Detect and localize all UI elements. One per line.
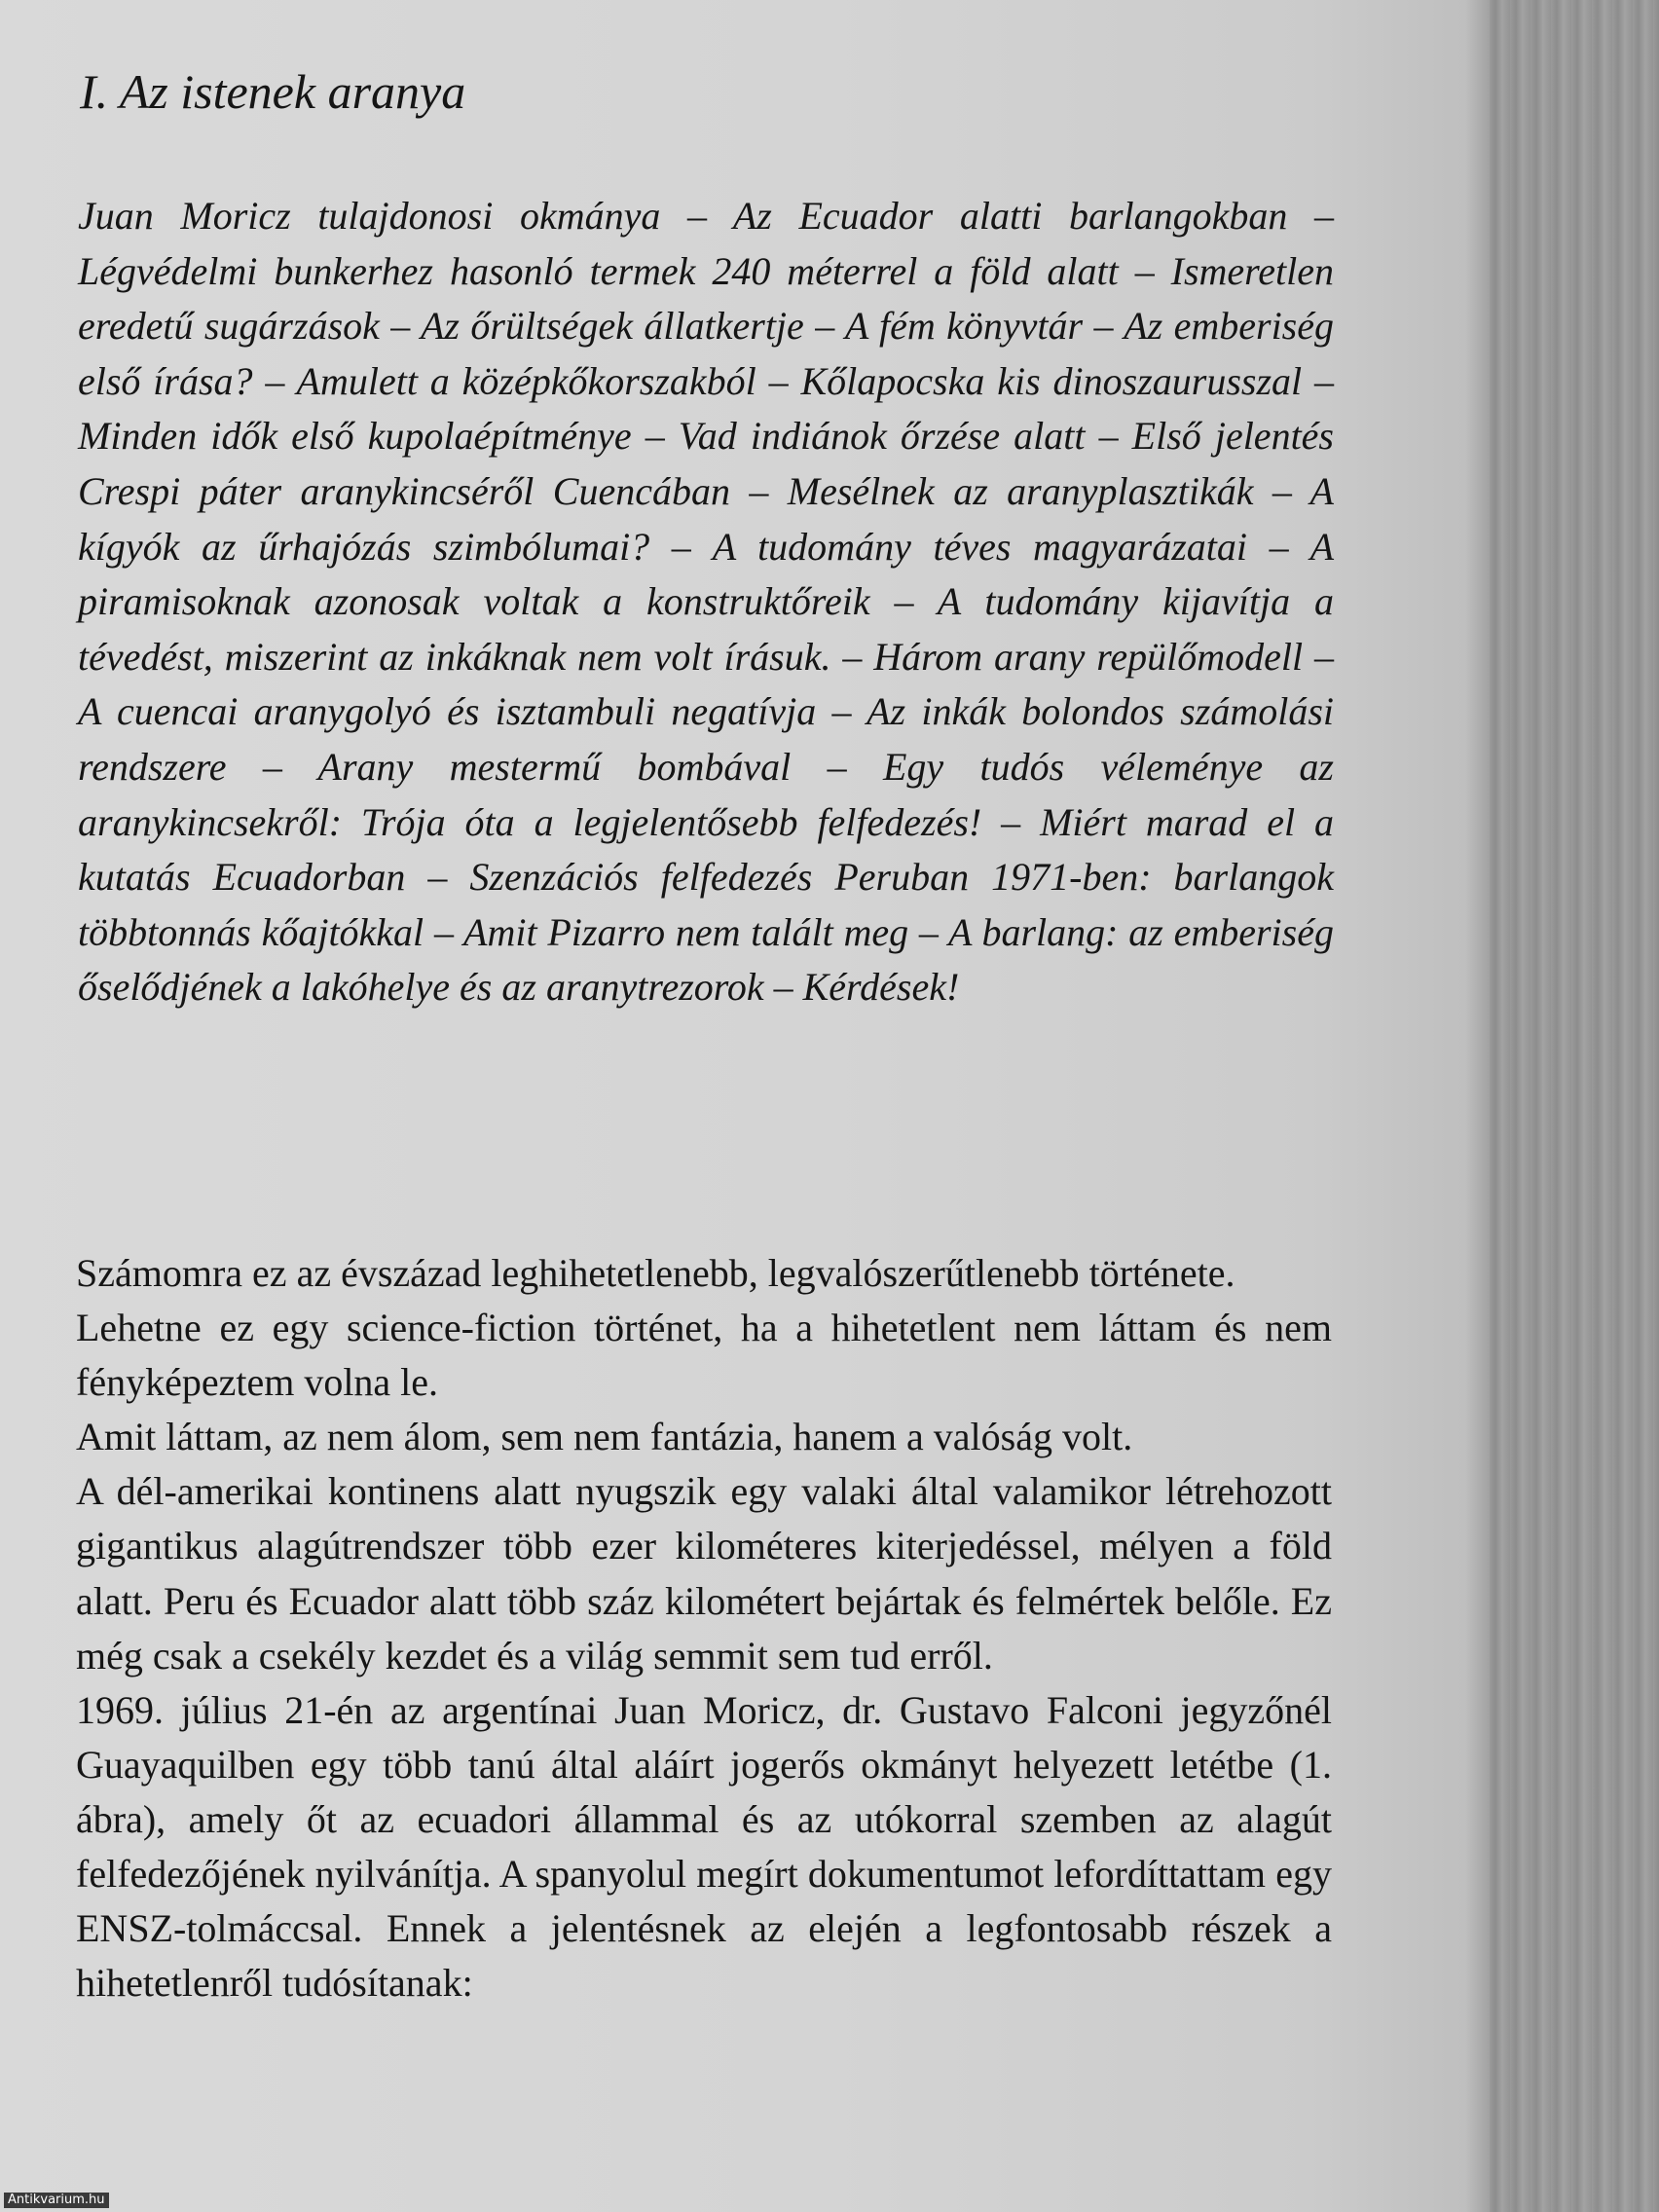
paragraph: Amit láttam, az nem álom, sem nem fantázia, hanem a valóság volt. <box>76 1415 1133 1459</box>
watermark: Antikvarium.hu <box>4 2193 109 2208</box>
paragraph: Lehetne ez egy science-fiction történet, ha a hihetetlent nem láttam és nem fényképeztem volna le. <box>76 1306 1332 1405</box>
chapter-summary: Juan Moricz tulajdonosi okmánya – Az Ecuador alatti barlangokban – Légvédelmi bunkerhez hasonló termek 240 méterrel a föld alatt – Ismeretlen eredetű sugárzások – Az őrültségek állatkertje – A fém könyvtár – Az emberiség első írása? – Amulett a középkőkorszakból – Kőlapocska kis dinoszaurusszal – Minden idők első kupolaépítménye – Vad indiánok őrzése alatt – Első jelentés Crespi páter aranykincséről Cuencában – Mesélnek az aranyplasztikák – A kígyók az űrhajózás szimbólumai? – A tudomány téves magyarázatai – A piramisoknak azonosak voltak a konstruktőreik – A tudomány kijavítja a tévedést, miszerint az inkáknak nem volt írásuk. – Három arany repülőmodell – A cuencai aranygolyó és isztambuli negatívja – Az inkák bolondos számolási rendszere – Arany mestermű bombával – Egy tudós véleménye az aranykincsekről: Trója óta a legjelentősebb felfedezés! – Miért marad el a kutatás Ecuadorban – Szenzációs felfedezés Peruban 1971-ben: barlangok többtonnás kőajtókkal – Amit Pizarro nem talált meg – A barlang: az emberiség őselődjének a lakóhelye és az aranytrezorok – Kérdések! <box>78 194 1334 1010</box>
chapter-title: I. Az istenek aranya <box>80 64 466 119</box>
adjacent-page-edge <box>1490 0 1659 2212</box>
body-text <box>76 1246 1332 2010</box>
paragraph: 1969. július 21-én az argentínai Juan Moricz, dr. Gustavo Falconi jegyzőnél Guayaquilben egy több tanú által aláírt jogerős okmányt helyezett letétbe (1. ábra), amely őt az ecuadori állammal és az utókorral szemben az alagút felfedezőjének nyilvánítja. A spanyolul megírt dokumentumot lefordíttattam egy ENSZ-tolmáccsal. Ennek a jelentésnek az elején a legfontosabb részek a hihetetlenről tudósítanak: <box>76 1687 1332 2006</box>
paragraph: Számomra ez az évszázad leghihetetlenebb, legvalószerűtlenebb története. <box>76 1251 1235 1295</box>
paragraph: A dél-amerikai kontinens alatt nyugszik egy valaki által valamikor létrehozott gigantikus alagútrendszer több ezer kilométeres kiterjedéssel, mélyen a föld alatt. Peru és Ecuador alatt több száz kilométert bejártak és felmértek belőle. Ez még csak a csekély kezdet és a világ semmit sem tud erről. <box>76 1469 1332 1677</box>
